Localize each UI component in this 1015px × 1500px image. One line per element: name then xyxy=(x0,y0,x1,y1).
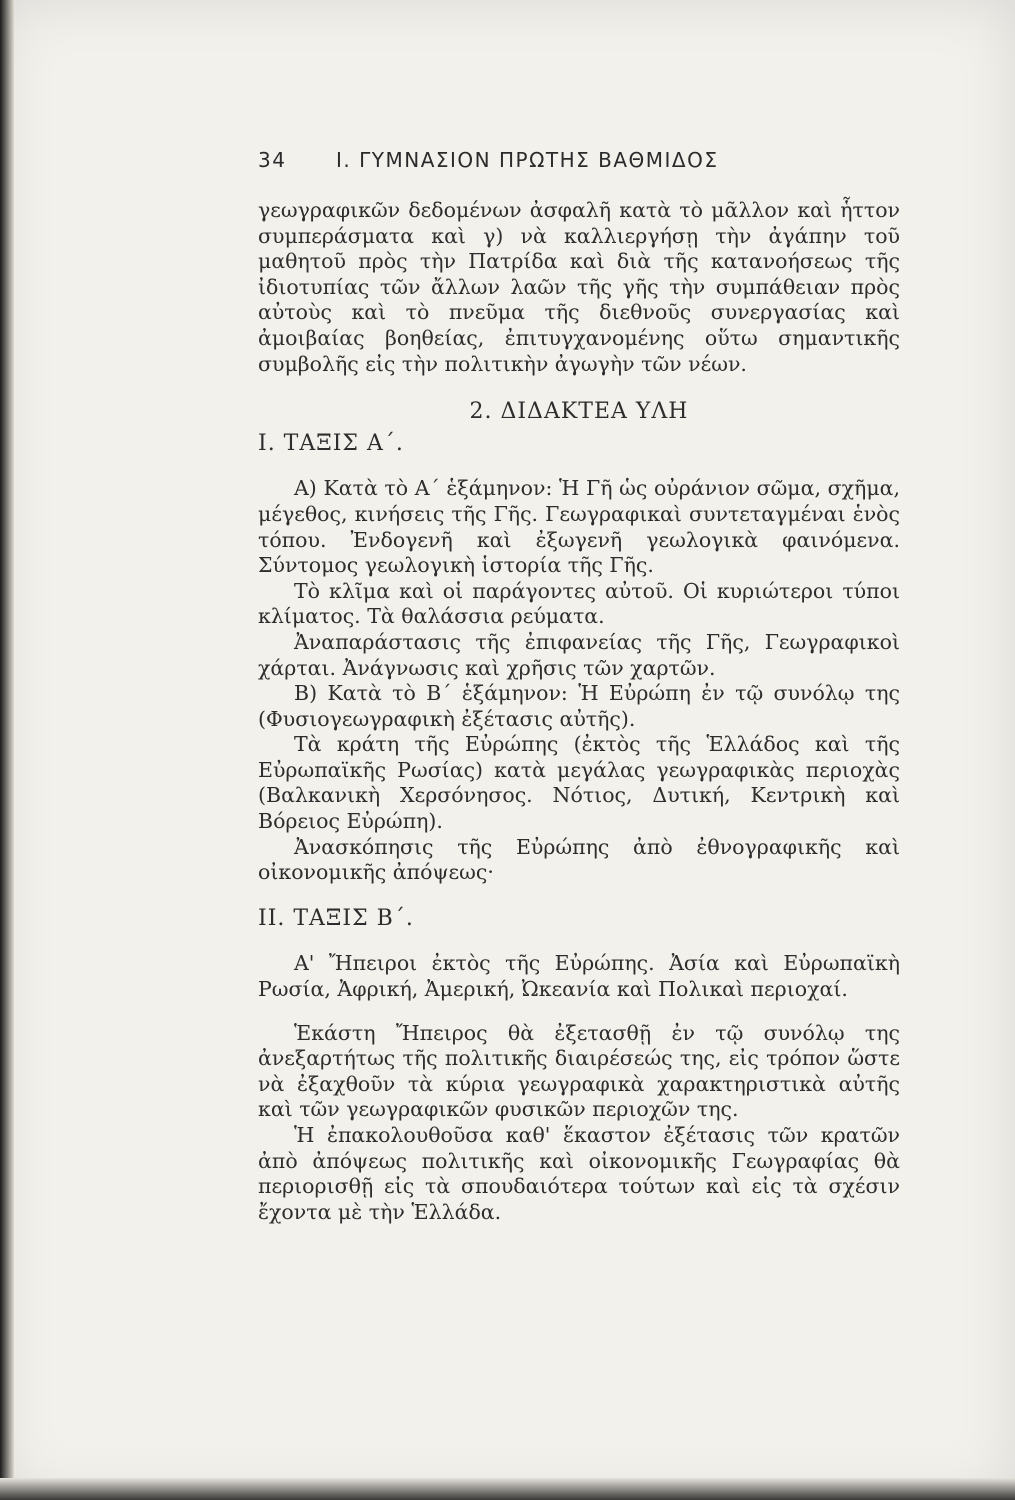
class-b-paragraph: Ἡ ἐπακολουθοῦσα καθ' ἕκαστον ἐξέτασις τῶν κρατῶν ἀπὸ ἀπόψεως πολιτικῆς καὶ οἰκονομικῆς Γεωγραφίας θὰ περιορισθῇ εἰς τὰ σπουδαιότερα τούτων καὶ εἰς τὰ σχέσιν ἔχοντα μὲ τὴν Ἑλλάδα. xyxy=(258,1123,900,1224)
class-b-paragraph: Α' Ἤπειροι ἐκτὸς τῆς Εὐρώπης. Ἀσία καὶ Εὐρωπαϊκὴ Ρωσία, Ἀφρική, Ἀμερική, Ὠκεανία καὶ Πολικαὶ περιοχαί. xyxy=(258,951,900,1002)
class-a-paragraph: Ἀνασκόπησις τῆς Εὐρώπης ἀπὸ ἐθνογραφικῆς καὶ οἰκονομικῆς ἀπόψεως· xyxy=(258,834,900,885)
class-b-paragraph: Ἑκάστη Ἤπειρος θὰ ἐξετασθῇ ἐν τῷ συνόλῳ της ἀνεξαρτήτως τῆς πολιτικῆς διαιρέσεώς της, εἰς τρόπον ὥστε νὰ ἐξαχθοῦν τὰ κύρια γεωγραφικὰ χαρακτηριστικὰ αὐτῆς καὶ τῶν γεωγραφικῶν φυσικῶν περιοχῶν της. xyxy=(258,1020,900,1122)
page-number: 34 xyxy=(258,148,287,172)
class-a-paragraph: Α) Κατὰ τὸ Α΄ ἑξάμηνον: Ἡ Γῆ ὡς οὐράνιον σῶμα, σχῆμα, μέγεθος, κινήσεις τῆς Γῆς. Γεωγραφικαὶ συντεταγμέναι ἑνὸς τόπου. Ἐνδογενῆ καὶ ἐξωγενῆ γεωλογικὰ φαινόμενα. Σύντομος γεωλογικὴ ἱστορία τῆς Γῆς. xyxy=(258,476,900,578)
intro-paragraph: γεωγραφικῶν δεδομένων ἀσφαλῆ κατὰ τὸ μᾶλλον καὶ ἧττον συμπεράσματα καὶ γ) νὰ καλλιεργήσῃ τὴν ἀγάπην τοῦ μαθητοῦ πρὸς τὴν Πατρίδα καὶ διὰ τῆς κατανοήσεως τῆς ἰδιοτυπίας τῶν ἄλλων λαῶν τῆς γῆς τὴν συμπάθειαν πρὸς αὐτοὺς καὶ τὸ πνεῦμα τῆς διεθνοῦς συνεργασίας καὶ ἀμοιβαίας βοηθείας, ἐπιτυγχανομένης οὕτω σημαντικῆς συμβολῆς εἰς τὴν πολιτικὴν ἀγωγὴν τῶν νέων. xyxy=(258,198,900,376)
running-header xyxy=(258,148,718,172)
class-a-paragraph: Ἀναπαράστασις τῆς ἐπιφανείας τῆς Γῆς, Γεωγραφικοὶ χάρται. Ἀνάγνωσις καὶ χρῆσις τῶν χαρτῶν. xyxy=(258,629,900,680)
class-a-paragraph: Β) Κατὰ τὸ Β΄ ἑξάμηνον: Ἡ Εὐρώπη ἐν τῷ συνόλῳ της (Φυσιογεωγραφικὴ ἐξέτασις αὐτῆς). xyxy=(258,681,900,731)
running-title: Ι. ΓΥΜΝΑΣΙΟΝ ΠΡΩΤΗΣ ΒΑΘΜΙΔΟΣ xyxy=(336,148,719,172)
section-title: 2. ΔΙΔΑΚΤΕΑ ΥΛΗ xyxy=(469,399,689,425)
class-a-title: Ι. ΤΑΞΙΣ Α΄. xyxy=(258,430,404,456)
class-a-paragraph: Τὸ κλῖμα καὶ οἱ παράγοντες αὐτοῦ. Οἱ κυριώτεροι τύποι κλίματος. Τὰ θαλάσσια ρεύματα. xyxy=(258,578,900,629)
class-b-title: ΙΙ. ΤΑΞΙΣ Β΄. xyxy=(258,905,414,931)
scan-edge-bottom xyxy=(0,1478,1015,1500)
class-a-paragraph: Τὰ κράτη τῆς Εὐρώπης (ἐκτὸς τῆς Ἑλλάδος καὶ τῆς Εὐρωπαϊκῆς Ρωσίας) κατὰ μεγάλας γεωγραφικὰς περιοχὰς (Βαλκανικὴ Χερσόνησος. Νότιος, Δυτική, Κεντρικὴ καὶ Βόρειος Εὐρώπη). xyxy=(258,732,900,834)
scan-edge-left xyxy=(0,0,14,1500)
page-body xyxy=(258,198,900,1225)
